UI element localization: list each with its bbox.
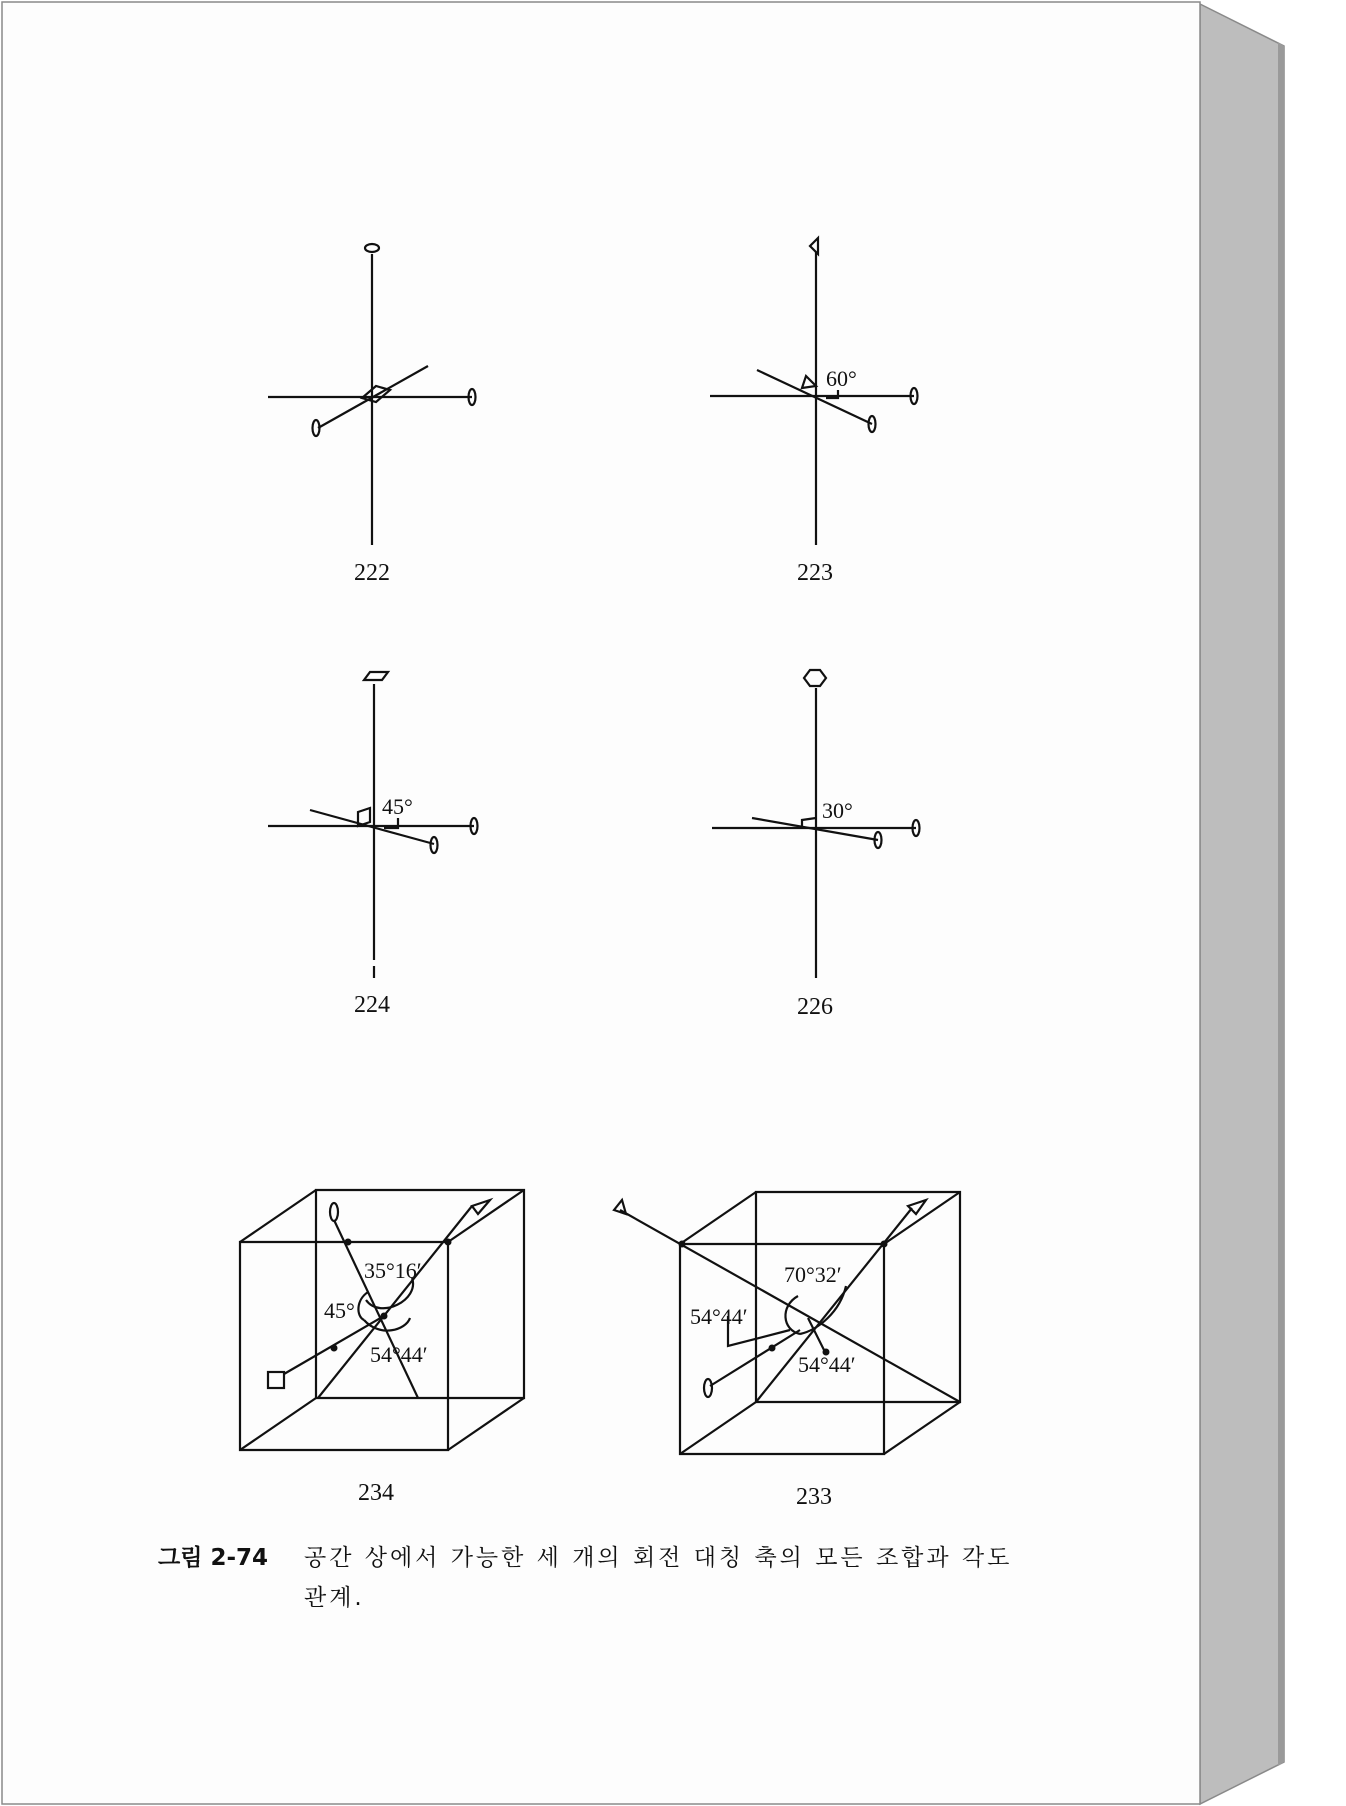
figure-label-233: 233 — [796, 1484, 832, 1510]
angle-label-233-b: 54°44′ — [690, 1304, 748, 1329]
angle-label-224: 45° — [382, 794, 413, 819]
angle-label-234-c: 54°44′ — [370, 1342, 428, 1367]
figure-label-224: 224 — [354, 992, 390, 1018]
figure-caption — [158, 1538, 1058, 1611]
figure-label-234: 234 — [358, 1480, 394, 1506]
book-side-edge — [1278, 42, 1284, 1766]
angle-label-223: 60° — [826, 366, 857, 391]
angle-label-233-c: 54°44′ — [798, 1352, 856, 1377]
book-side — [1200, 4, 1284, 1804]
caption-text-line2: 관계. — [304, 1585, 365, 1611]
caption-number: 그림 2-74 — [158, 1545, 268, 1571]
figure-label-222: 222 — [354, 560, 390, 586]
angle-label-234-b: 45° — [324, 1298, 355, 1323]
figure-label-226: 226 — [797, 994, 833, 1020]
angle-label-234-a: 35°16′ — [364, 1258, 422, 1283]
angle-label-226: 30° — [822, 798, 853, 823]
caption-text-line1: 공간 상에서 가능한 세 개의 회전 대칭 축의 모든 조합과 각도 — [304, 1545, 1013, 1571]
page-sheet — [2, 2, 1200, 1804]
figure-label-223: 223 — [797, 560, 833, 586]
angle-label-233-a: 70°32′ — [784, 1262, 842, 1287]
